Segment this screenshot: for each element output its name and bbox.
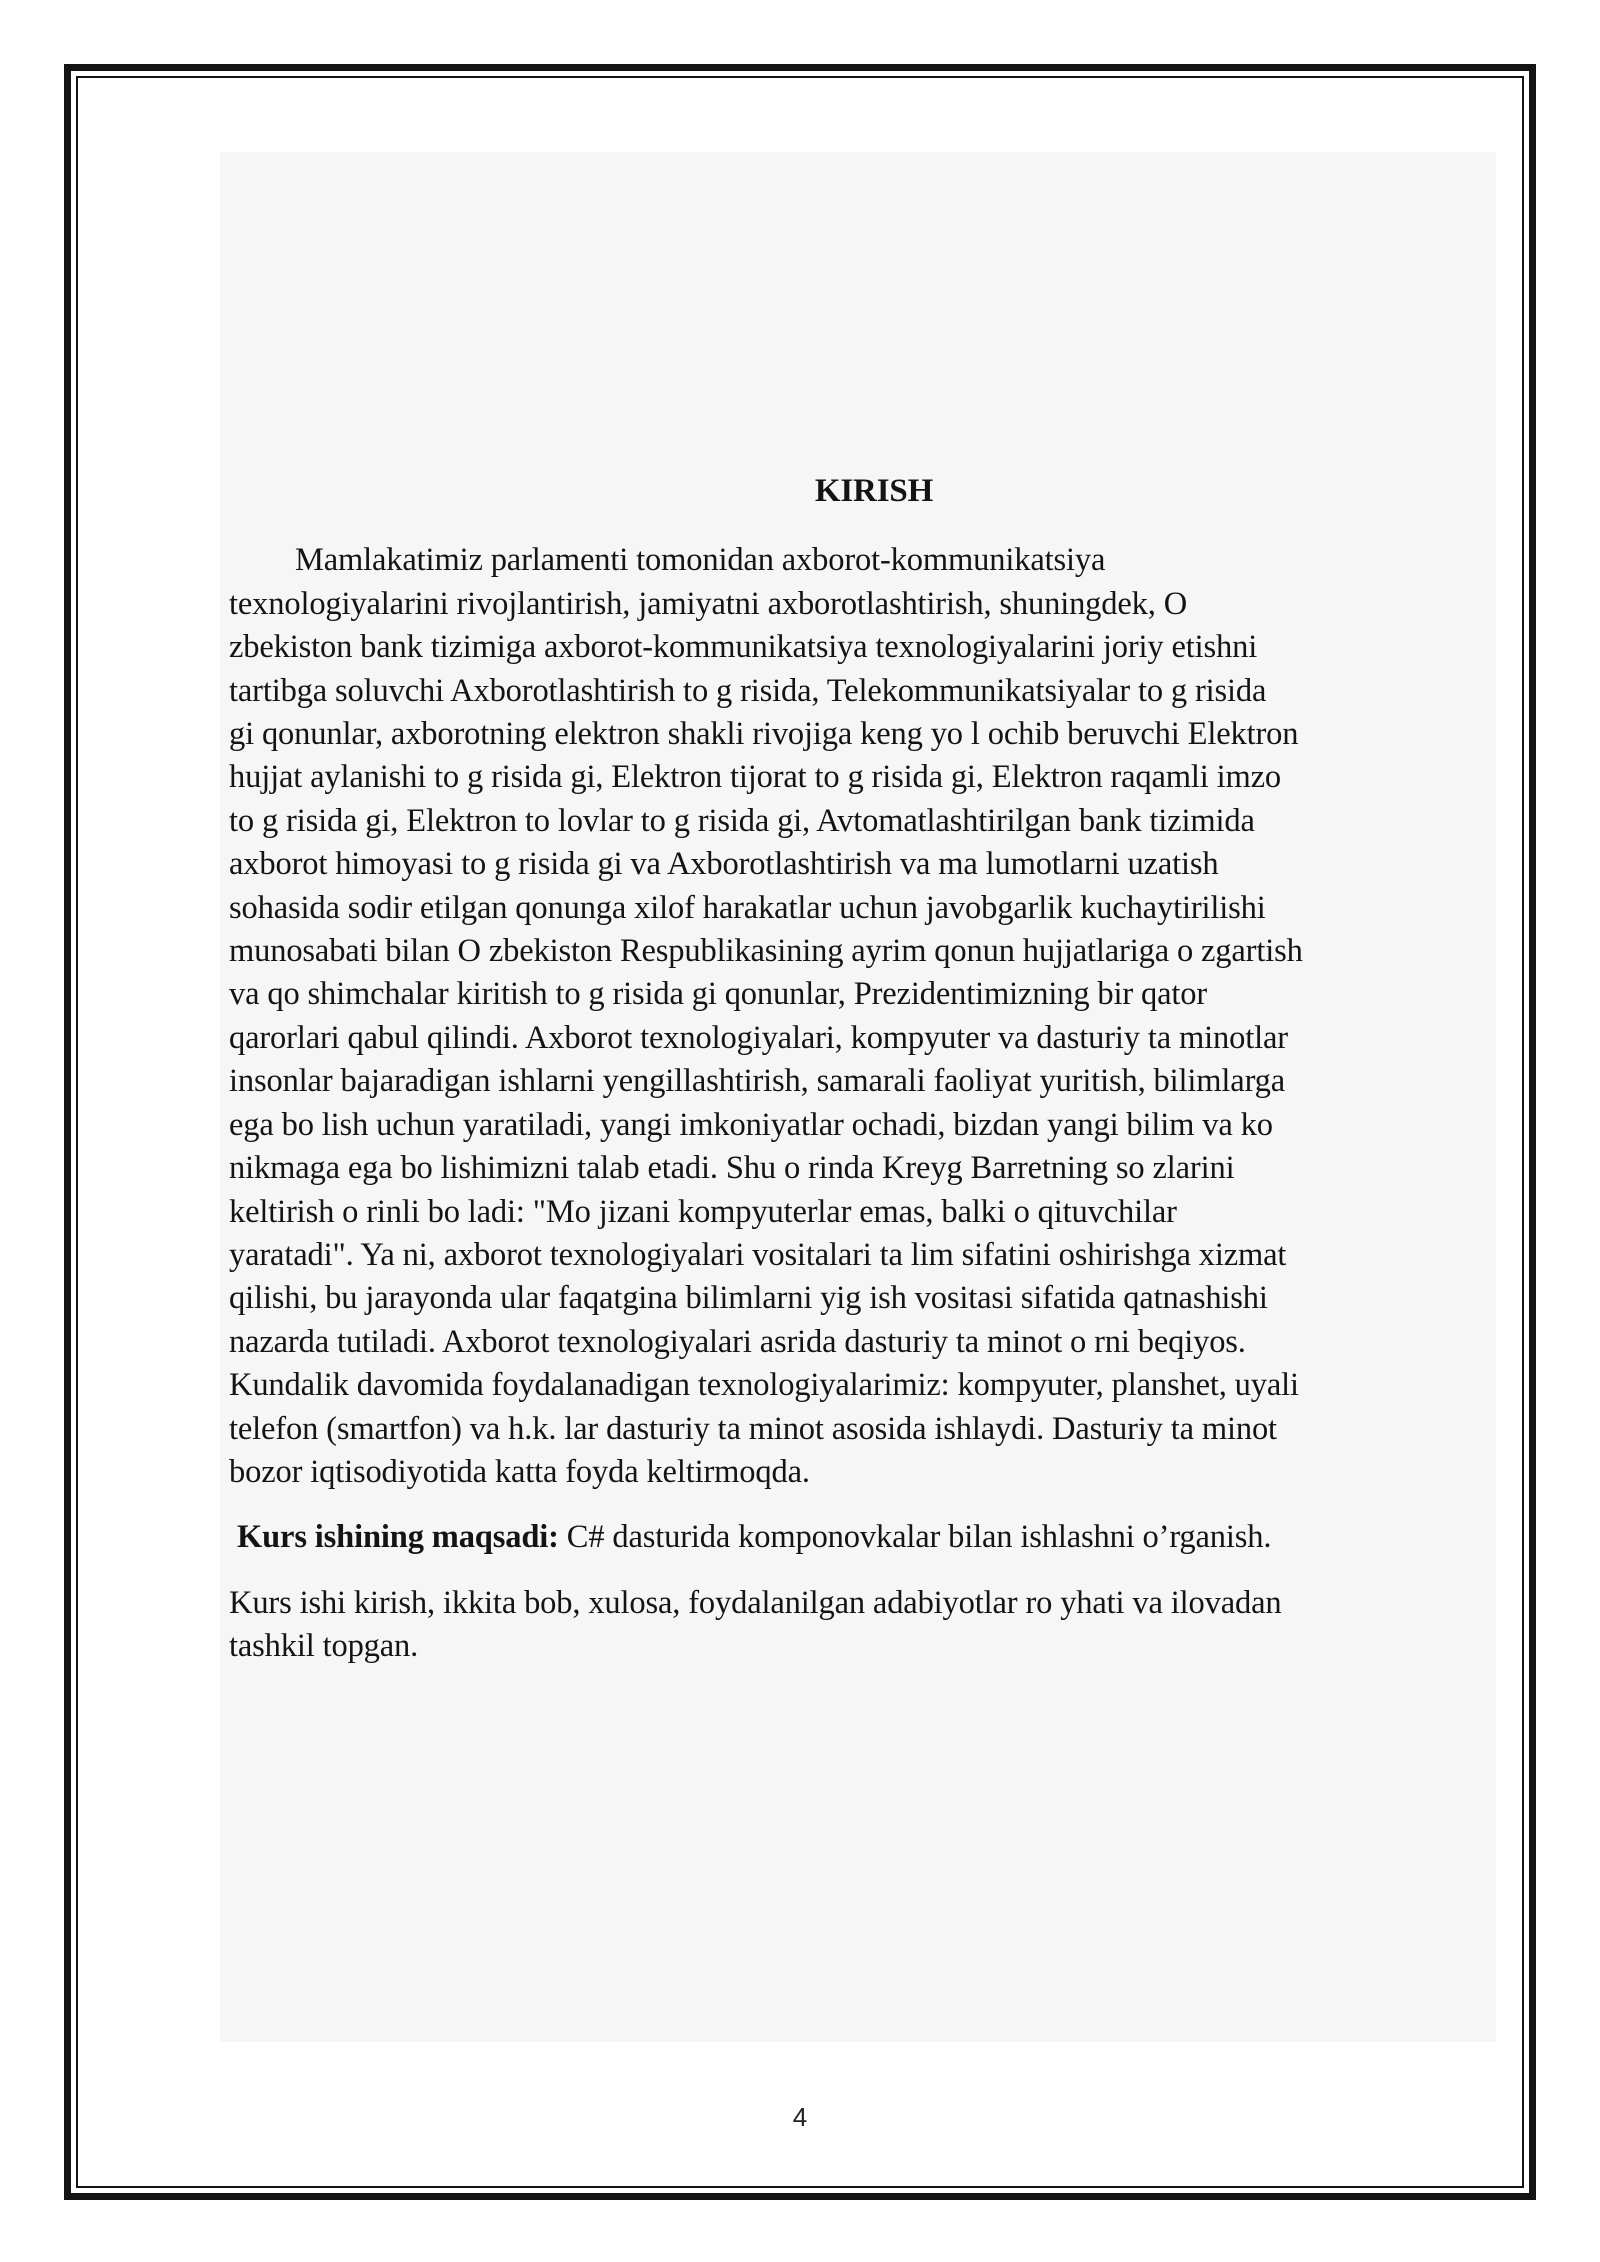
- document-body: [229, 470, 1499, 1669]
- goal-label: Kurs ishining maqsadi:: [237, 1519, 559, 1556]
- structure-paragraph: Kurs ishi kirish, ikkita bob, xulosa, foydalanilgan adabiyotlar ro yhati va ilovadan tashkil topgan.: [229, 1584, 1282, 1665]
- page-number: 4: [792, 2102, 808, 2132]
- intro-paragraph: Mamlakatimiz parlamenti tomonidan axborot-kommunikatsiya texnologiyalarini rivojlantirish, jamiyatni axborotlashtirish, shuningdek, O zbekiston bank tizimiga axborot-kommunikatsiya texnologiyalarini joriy etishni tartibga soluvchi Axborotlashtirish to g risida, Telekommunikatsiyalar to g risida gi qonunlar, axborotning elektron shakli rivojiga keng yo l ochib beruvchi Elektron hujjat aylanishi to g risida gi, Elektron tijorat to g risida gi, Elektron raqamli imzo to g risida gi, Elektron to lovlar to g risida gi, Avtomatlashtirilgan bank tizimida axborot himoyasi to g risida gi va Axborotlashtirish va ma lumotlarni uzatish sohasida sodir etilgan qonunga xilof harakatlar uchun javobgarlik kuchaytirilishi munosabati bilan O zbekiston Respublikasining ayrim qonun hujjatlariga o zgartish va qo shimchalar kiritish to g risida gi qonunlar, Prezidentimizning bir qator qarorlari qabul qilindi. Axborot texnologiyalari, kompyuter va dasturiy ta minotlar insonlar bajaradigan ishlarni yengillashtirish, samarali faoliyat yuritish, bilimlarga ega bo lish uchun yaratiladi, yangi imkoniyatlar ochadi, bizdan yangi bilim va ko nikmaga ega bo lishimizni talab etadi. Shu o rinda Kreyg Barretning so zlarini keltirish o rinli bo ladi: "Mo jizani kompyuterlar emas, balki o qituvchilar yaratadi". Ya ni, axborot texnologiyalari vositalari ta lim sifatini oshirishga xizmat qilishi, bu jarayonda ular faqatgina bilimlarni yig ish vositasi sifatida qatnashishi nazarda tutiladi. Axborot texnologiyalari asrida dasturiy ta minot o rni beqiyos. Kundalik davomida foydalanadigan texnologiyalarimiz: kompyuter, planshet, uyali telefon (smartfon) va h.k. lar dasturiy ta minot asosida ishlaydi. Dasturiy ta minot bozor iqtisodiyotida katta foyda keltirmoqda.: [229, 542, 1303, 1490]
- goal-paragraph: [229, 1516, 1499, 1559]
- goal-text: C# dasturida komponovkalar bilan ishlashni o’rganish.: [558, 1519, 1272, 1556]
- section-heading: KIRISH: [814, 473, 934, 509]
